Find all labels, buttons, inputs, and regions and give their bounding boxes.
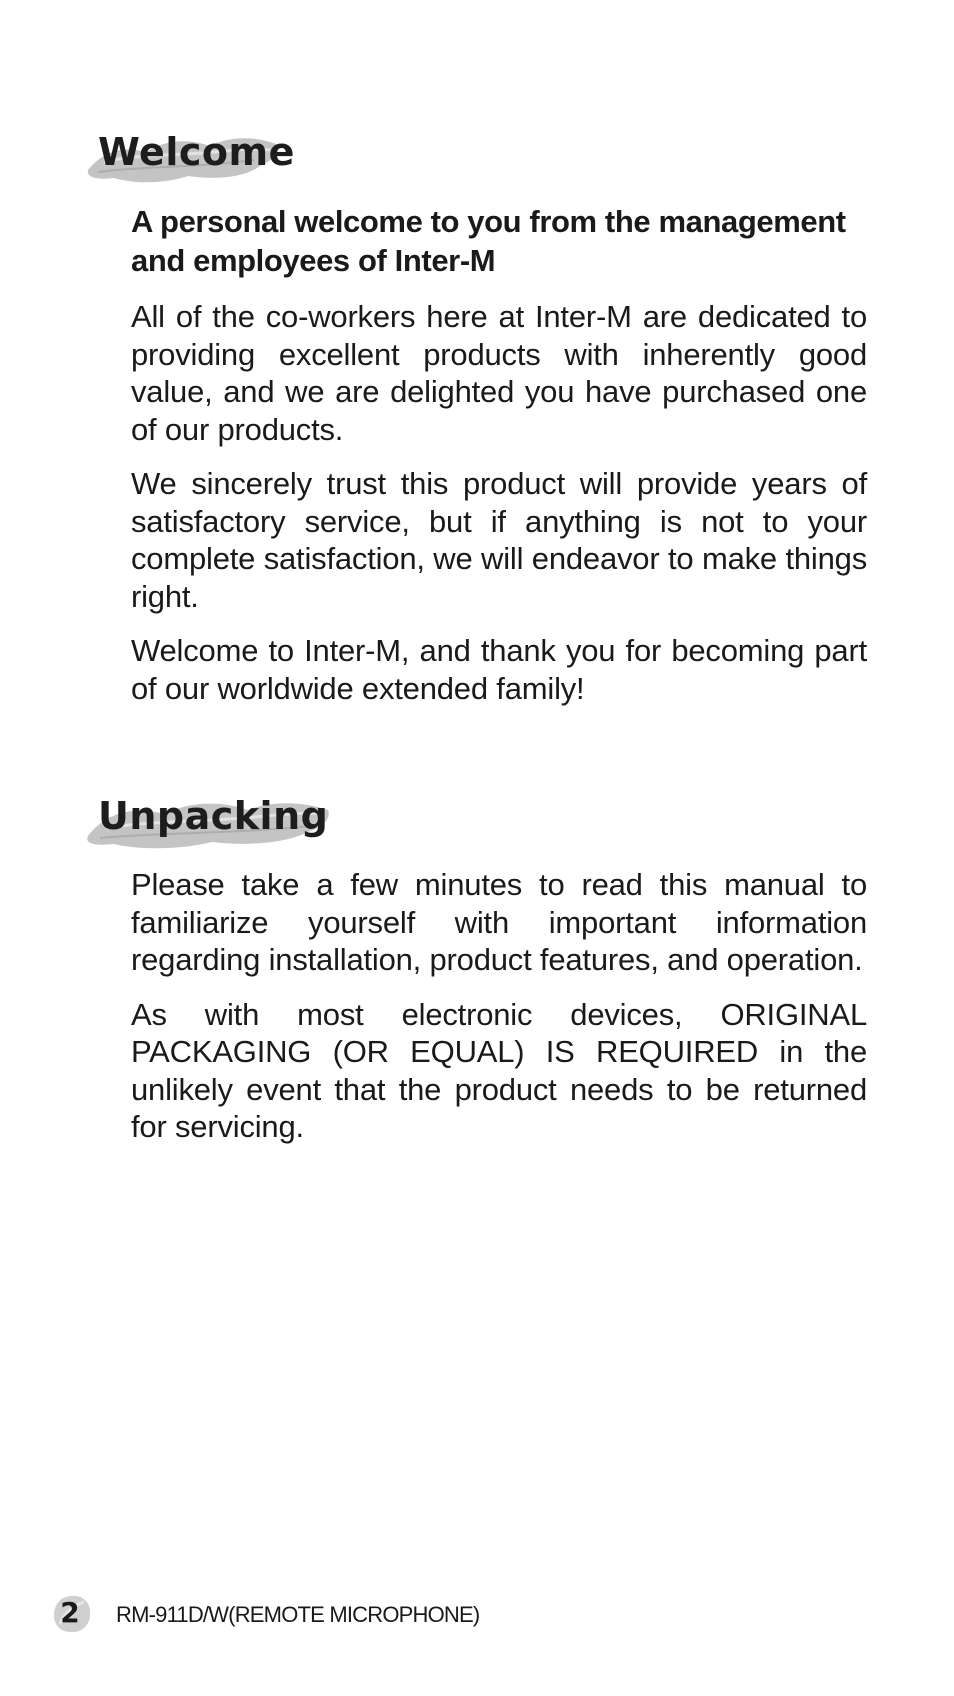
- welcome-paragraph: We sincerely trust this product will provide years of satisfactory service, but if anything is not to your complete satisfaction, we will endeavor to make things right.: [131, 466, 867, 614]
- page-number: 2: [60, 1596, 80, 1629]
- welcome-section-heading: [84, 126, 295, 186]
- footer-product-title: RM-911D/W(REMOTE MICROPHONE): [116, 1602, 480, 1627]
- unpacking-paragraph: As with most electronic devices, ORIGINAL PACKAGING (OR EQUAL) IS REQUIRED in the unlikely event that the product needs to be returned for servicing.: [131, 996, 867, 1144]
- unpacking-section-body: [131, 866, 867, 1163]
- welcome-paragraph: Welcome to Inter-M, and thank you for becoming part of our worldwide extended family!: [131, 633, 867, 706]
- welcome-paragraph: All of the co-workers here at Inter-M are dedicated to providing excellent products with inherently good value, and we are delighted you have purchased one of our products.: [131, 299, 867, 447]
- unpacking-paragraph: Please take a few minutes to read this manual to familiarize yourself with important information regarding installation, product features, and operation.: [131, 867, 867, 977]
- welcome-heading-text: Welcome: [98, 130, 295, 174]
- unpacking-section-heading: [84, 790, 344, 850]
- welcome-section-body: [131, 202, 867, 724]
- welcome-lead: A personal welcome to you from the management and employees of Inter-M: [131, 204, 846, 278]
- unpacking-heading-text: Unpacking: [98, 794, 329, 838]
